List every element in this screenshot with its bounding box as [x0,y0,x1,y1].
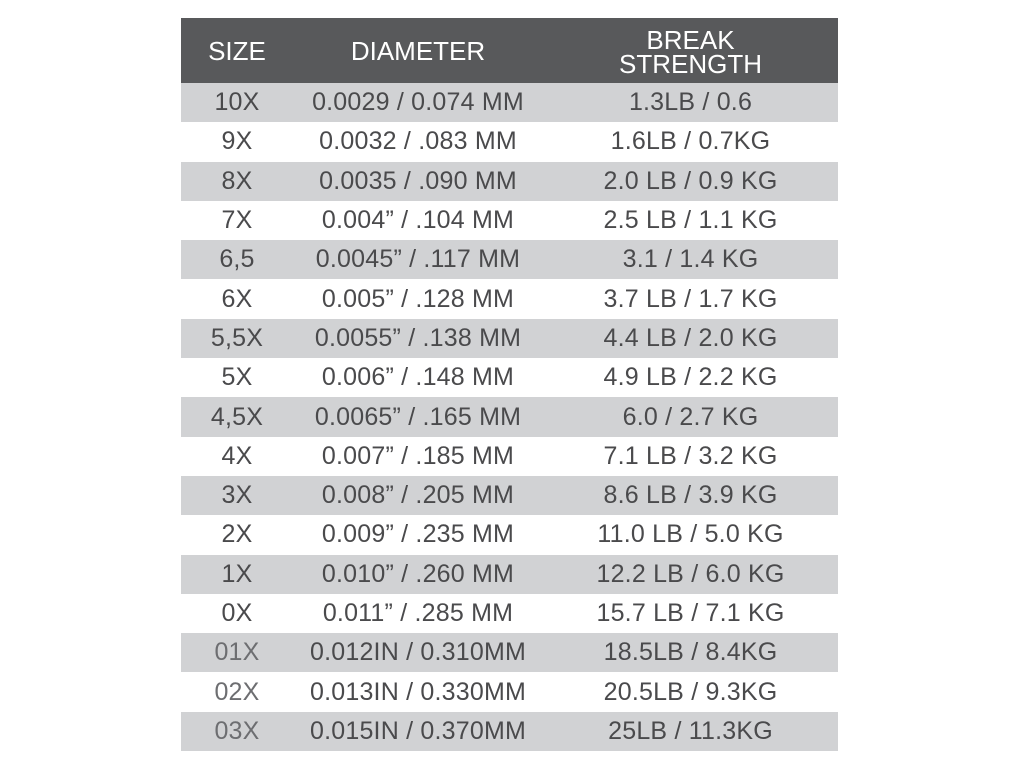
cell-size: 03X [181,712,293,751]
table-row [181,83,838,122]
cell-size: 9X [181,122,293,161]
cell-strength: 3.7 LB / 1.7 KG [543,279,838,318]
table-row [181,633,838,672]
cell-size: 2X [181,515,293,554]
cell-diameter: 0.0045” / .117 MM [293,240,543,279]
cell-diameter: 0.0035 / .090 MM [293,162,543,201]
table-row [181,162,838,201]
table-body [181,83,838,751]
cell-strength: 15.7 LB / 7.1 KG [543,594,838,633]
cell-diameter: 0.004” / .104 MM [293,201,543,240]
cell-diameter: 0.007” / .185 MM [293,437,543,476]
cell-diameter: 0.010” / .260 MM [293,555,543,594]
cell-size: 4X [181,437,293,476]
cell-strength: 2.5 LB / 1.1 KG [543,201,838,240]
cell-diameter: 0.006” / .148 MM [293,358,543,397]
cell-diameter: 0.011” / .285 MM [293,594,543,633]
cell-strength: 12.2 LB / 6.0 KG [543,555,838,594]
cell-strength: 4.4 LB / 2.0 KG [543,319,838,358]
table-row [181,240,838,279]
table-row [181,476,838,515]
cell-size: 5,5X [181,319,293,358]
table-row [181,279,838,318]
cell-strength: 6.0 / 2.7 KG [543,397,838,436]
cell-strength: 1.6LB / 0.7KG [543,122,838,161]
cell-diameter: 0.0055” / .138 MM [293,319,543,358]
table-row [181,358,838,397]
table-row [181,672,838,711]
cell-diameter: 0.0029 / 0.074 MM [293,83,543,122]
cell-strength: 11.0 LB / 5.0 KG [543,515,838,554]
cell-strength: 20.5LB / 9.3KG [543,672,838,711]
cell-strength: 7.1 LB / 3.2 KG [543,437,838,476]
cell-strength: 18.5LB / 8.4KG [543,633,838,672]
cell-size: 4,5X [181,397,293,436]
table-row [181,397,838,436]
tippet-size-chart [181,18,838,751]
table-row [181,594,838,633]
cell-strength: 8.6 LB / 3.9 KG [543,476,838,515]
cell-size: 6,5 [181,240,293,279]
cell-strength: 25LB / 11.3KG [543,712,838,751]
table-row [181,437,838,476]
cell-size: 02X [181,672,293,711]
table-row [181,555,838,594]
cell-strength: 4.9 LB / 2.2 KG [543,358,838,397]
cell-diameter: 0.008” / .205 MM [293,476,543,515]
cell-size: 8X [181,162,293,201]
table-header [181,18,838,83]
header-break-line2: STRENGTH [619,49,762,79]
cell-strength: 3.1 / 1.4 KG [543,240,838,279]
header-size: SIZE [208,35,266,66]
header-break-line1: BREAK [646,25,735,55]
table-row [181,319,838,358]
header-diameter: DIAMETER [350,35,486,66]
cell-diameter: 0.015IN / 0.370MM [293,712,543,751]
cell-strength: 2.0 LB / 0.9 KG [543,162,838,201]
table-row [181,201,838,240]
table-row [181,515,838,554]
cell-size: 0X [181,594,293,633]
cell-diameter: 0.0032 / .083 MM [293,122,543,161]
cell-size: 5X [181,358,293,397]
cell-size: 6X [181,279,293,318]
cell-diameter: 0.013IN / 0.330MM [293,672,543,711]
cell-size: 10X [181,83,293,122]
cell-size: 01X [181,633,293,672]
cell-size: 7X [181,201,293,240]
header-row [181,18,838,83]
cell-diameter: 0.005” / .128 MM [293,279,543,318]
size-table [181,18,838,751]
cell-diameter: 0.009” / .235 MM [293,515,543,554]
cell-diameter: 0.0065” / .165 MM [293,397,543,436]
cell-strength: 1.3LB / 0.6 [543,83,838,122]
header-break-strength [543,18,838,83]
table-row [181,712,838,751]
cell-diameter: 0.012IN / 0.310MM [293,633,543,672]
cell-size: 1X [181,555,293,594]
table-row [181,122,838,161]
cell-size: 3X [181,476,293,515]
